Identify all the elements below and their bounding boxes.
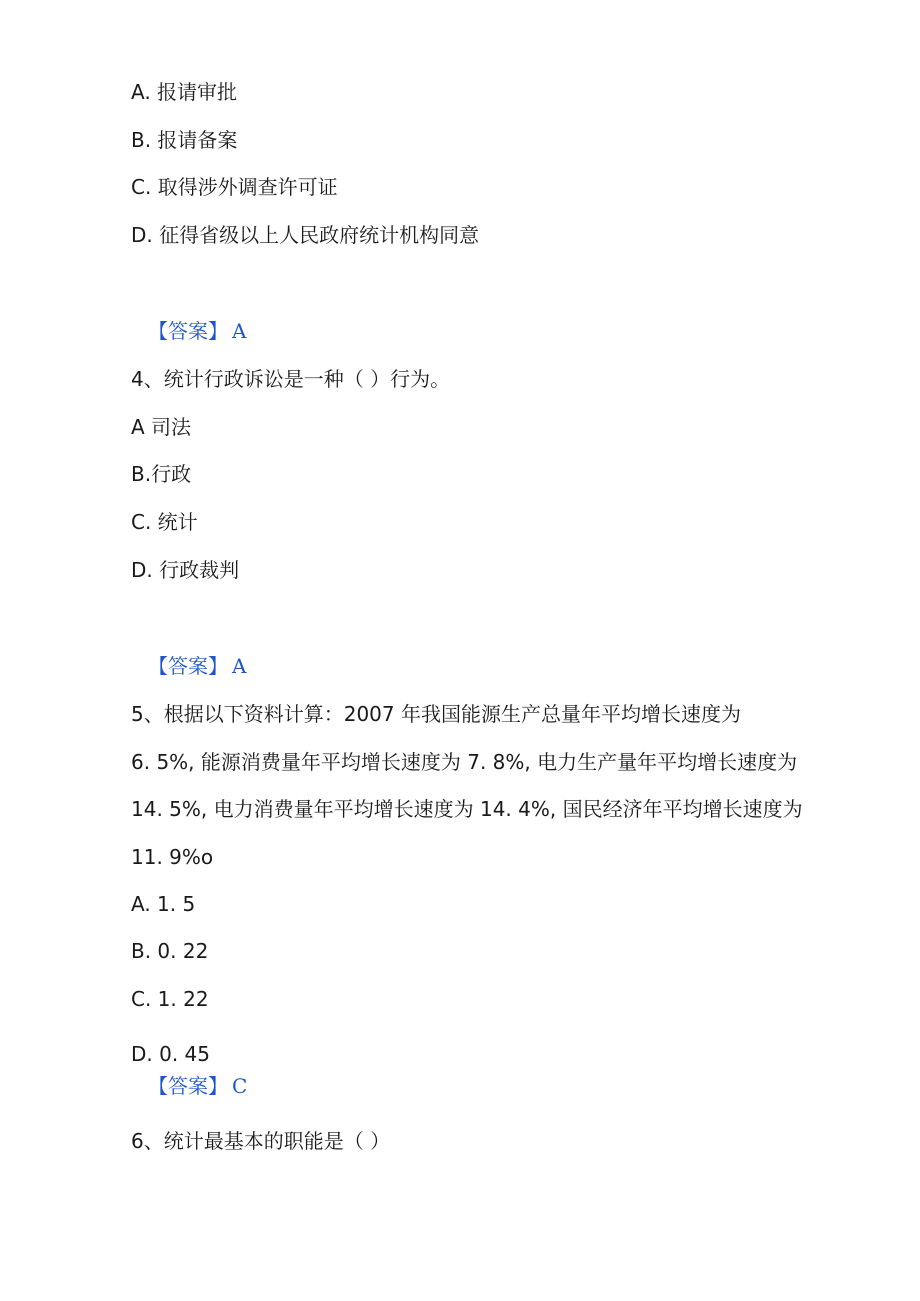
- q5-option-d: D. 0. 45: [131, 1042, 211, 1066]
- q4-answer: [148, 652, 246, 680]
- q4-option-c: C. 统计: [131, 510, 198, 534]
- q5-question-line-4: 11. 9%o: [131, 845, 214, 869]
- answer-value: A: [232, 654, 247, 678]
- answer-value: C: [232, 1074, 248, 1098]
- q4-option-b: B.行政: [131, 462, 192, 486]
- q5-option-b: B. 0. 22: [131, 939, 209, 963]
- q3-option-a: A. 报请审批: [131, 80, 238, 104]
- q4-option-d: D. 行政裁判: [131, 558, 240, 582]
- q4-question: 4、统计行政诉讼是一种（ ）行为。: [131, 367, 451, 391]
- q4-option-a: A 司法: [131, 415, 192, 439]
- q3-option-c: C. 取得涉外调查许可证: [131, 175, 338, 199]
- q5-question-line-3: 14. 5%, 电力消费量年平均增长速度为 14. 4%, 国民经济年平均增长速度为: [131, 797, 803, 821]
- answer-value: A: [232, 319, 247, 343]
- answer-label: 【答案】: [148, 319, 228, 343]
- q3-option-d: D. 征得省级以上人民政府统计机构同意: [131, 223, 480, 247]
- q5-answer: [148, 1072, 247, 1100]
- q5-option-a: A. 1. 5: [131, 892, 196, 916]
- q3-answer: [148, 317, 246, 345]
- answer-label: 【答案】: [148, 1074, 228, 1098]
- answer-label: 【答案】: [148, 654, 228, 678]
- q3-option-b: B. 报请备案: [131, 128, 238, 152]
- q5-question-line-1: 5、根据以下资料计算：2007 年我国能源生产总量年平均增长速度为: [131, 702, 741, 726]
- q5-question-line-2: 6. 5%, 能源消费量年平均增长速度为 7. 8%, 电力生产量年平均增长速度为: [131, 750, 798, 774]
- q6-question: 6、统计最基本的职能是（ ）: [131, 1129, 391, 1153]
- q5-option-c: C. 1. 22: [131, 987, 209, 1011]
